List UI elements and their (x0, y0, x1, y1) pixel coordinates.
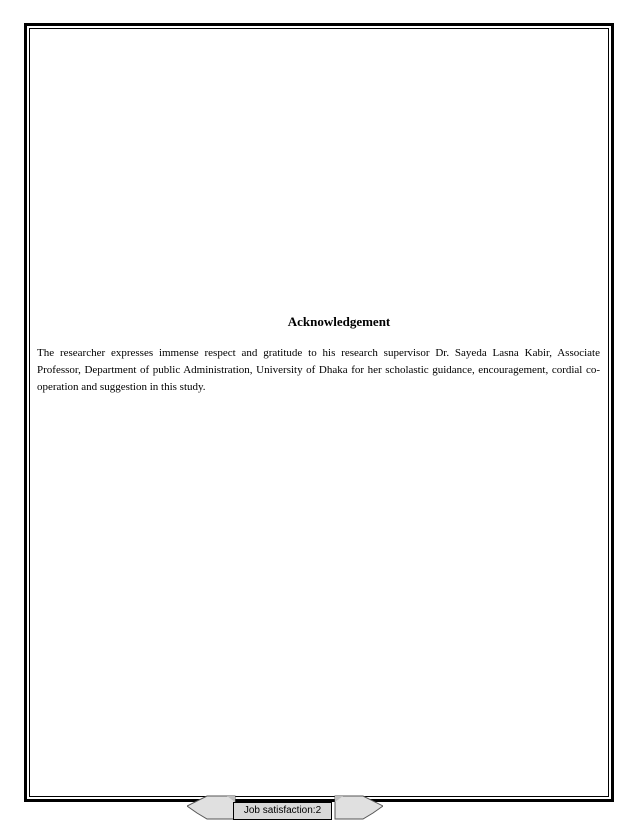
footer-page-label: Job satisfaction:2 (233, 802, 332, 820)
acknowledgement-heading: Acknowledgement (287, 314, 391, 329)
page-border-inner (29, 28, 609, 797)
acknowledgement-paragraph: The researcher expresses immense respect and gratitude to his research supervisor Dr. Sayeda Lasna Kabir, Associate Professor, Department of public Administration, University of Dhaka for her scholastic guidance, encouragement, cordial co-operation and suggestion in this study. (37, 347, 600, 393)
